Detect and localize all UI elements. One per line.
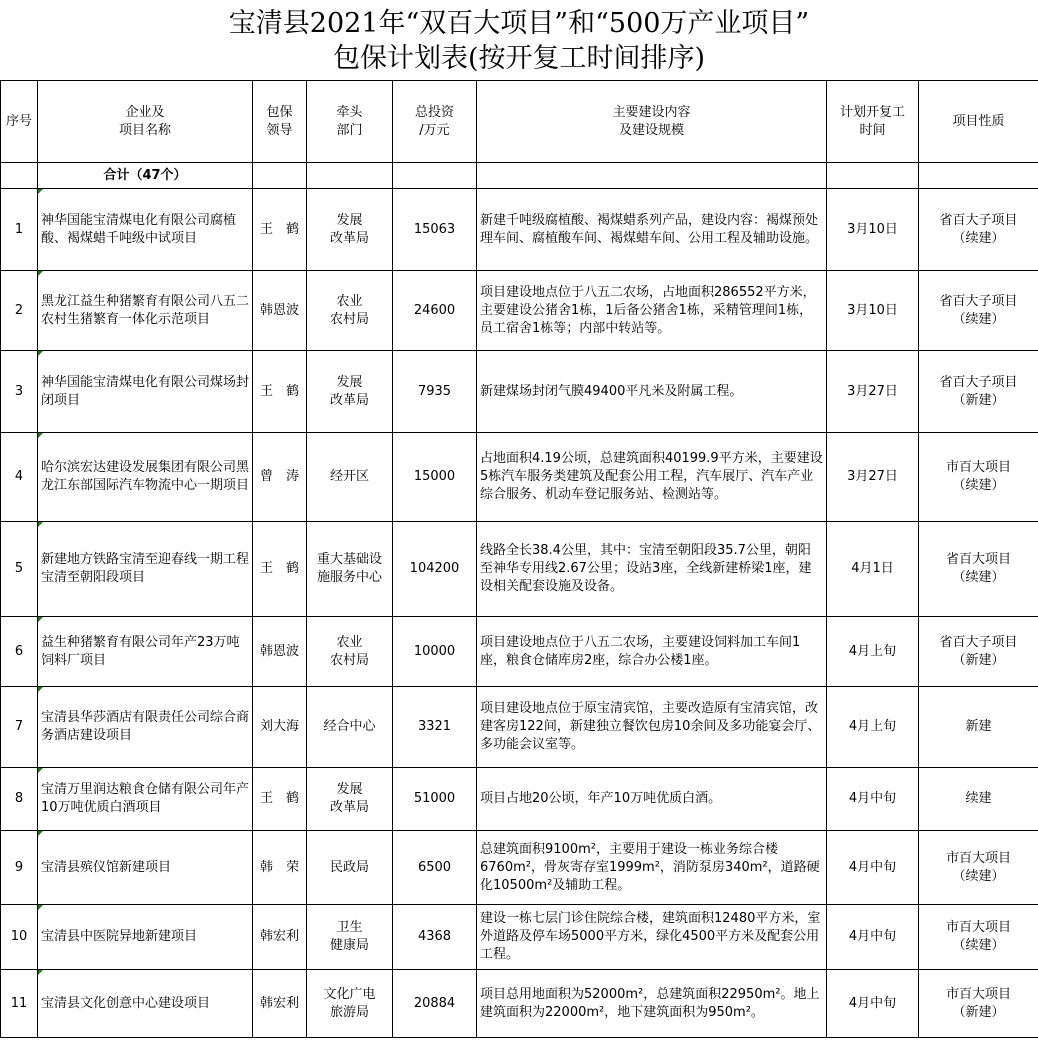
project-name-cell[interactable]: 宝清万里润达粮食仓储有限公司年产10万吨优质白酒项目 [38,768,253,831]
leader-cell[interactable]: 韩恩波 [253,271,307,351]
content-cell[interactable]: 项目建设地点位于八五二农场，占地面积286552平方米，主要建设公猪舍1栋，1后备公猪舍1栋，采精管理间1栋，员工宿舍1栋等；内部中转站等。 [477,271,827,351]
start-cell[interactable]: 3月10日 [827,189,919,271]
total-label-cell[interactable]: 合计（47个） [38,163,253,189]
table-row [1,831,1038,905]
dept-cell[interactable]: 发展 改革局 [307,351,393,433]
seq-cell[interactable]: 10 [1,905,38,970]
content-cell[interactable]: 新建煤场封闭气膜49400平凡米及附属工程。 [477,351,827,433]
header-row [1,81,1038,163]
table-row [1,970,1038,1038]
table-row [1,433,1038,522]
dept-cell[interactable]: 发展 改革局 [307,768,393,831]
start-cell[interactable]: 4月1日 [827,522,919,617]
table-row [1,617,1038,687]
dept-cell[interactable]: 重大基础设 施服务中心 [307,522,393,617]
start-cell[interactable]: 3月27日 [827,351,919,433]
project-name-cell[interactable]: 神华国能宝清煤电化有限公司煤场封闭项目 [38,351,253,433]
invest-cell[interactable]: 15063 [393,189,477,271]
content-cell[interactable]: 项目占地20公顷，年产10万吨优质白酒。 [477,768,827,831]
project-name-cell[interactable]: 宝清县中医院异地新建项目 [38,905,253,970]
dept-cell[interactable]: 文化广电 旅游局 [307,970,393,1038]
invest-cell[interactable]: 10000 [393,617,477,687]
total-dept-cell[interactable] [307,163,393,189]
seq-cell[interactable]: 8 [1,768,38,831]
dept-cell[interactable]: 农业 农村局 [307,271,393,351]
seq-cell[interactable]: 11 [1,970,38,1038]
nature-cell[interactable]: 省百大子项目 （续建） [919,271,1038,351]
project-name-cell[interactable]: 宝清县殡仪馆新建项目 [38,831,253,905]
total-leader-cell[interactable] [253,163,307,189]
seq-cell[interactable]: 2 [1,271,38,351]
start-cell[interactable]: 3月27日 [827,433,919,522]
invest-cell[interactable]: 24600 [393,271,477,351]
invest-cell[interactable]: 7935 [393,351,477,433]
project-table [0,80,1038,1038]
table-row [1,351,1038,433]
start-cell[interactable]: 4月上旬 [827,687,919,768]
project-name-cell[interactable]: 宝清县文化创意中心建设项目 [38,970,253,1038]
header-dept[interactable]: 牵头 部门 [307,81,393,163]
leader-cell[interactable]: 韩 荣 [253,831,307,905]
leader-cell[interactable]: 王 鹤 [253,189,307,271]
project-name-cell[interactable]: 黑龙江益生种猪繁育有限公司八五二农村生猪繁育一体化示范项目 [38,271,253,351]
nature-cell[interactable]: 省百大子项目 （新建） [919,617,1038,687]
start-cell[interactable]: 4月中旬 [827,831,919,905]
invest-cell[interactable]: 6500 [393,831,477,905]
title-line-1: 宝清县2021年“双百大项目”和“500万产业项目” [228,8,810,39]
nature-cell[interactable]: 市百大项目 （续建） [919,433,1038,522]
dept-cell[interactable]: 发展 改革局 [307,189,393,271]
header-leader[interactable]: 包保 领导 [253,81,307,163]
nature-cell[interactable]: 省百大子项目 （新建） [919,351,1038,433]
project-name-cell[interactable]: 益生种猪繁育有限公司年产23万吨饲料厂项目 [38,617,253,687]
leader-cell[interactable]: 韩宏利 [253,970,307,1038]
leader-cell[interactable]: 刘大海 [253,687,307,768]
dept-cell[interactable]: 经开区 [307,433,393,522]
table-row [1,189,1038,271]
leader-cell[interactable]: 曾 涛 [253,433,307,522]
seq-cell[interactable]: 4 [1,433,38,522]
leader-cell[interactable]: 王 鹤 [253,522,307,617]
invest-cell[interactable]: 20884 [393,970,477,1038]
invest-cell[interactable]: 4368 [393,905,477,970]
leader-cell[interactable]: 王 鹤 [253,768,307,831]
seq-cell[interactable]: 9 [1,831,38,905]
header-start[interactable]: 计划开复工 时间 [827,81,919,163]
content-cell[interactable]: 线路全长38.4公里，其中：宝清至朝阳段35.7公里，朝阳至神华专用线2.67公里；设站3座，全线新建桥梁1座，建设相关配套设施及设备。 [477,522,827,617]
invest-cell[interactable]: 15000 [393,433,477,522]
project-name-cell[interactable]: 新建地方铁路宝清至迎春线一期工程宝清至朝阳段项目 [38,522,253,617]
header-nature[interactable]: 项目性质 [919,81,1038,163]
dept-cell[interactable]: 经合中心 [307,687,393,768]
content-cell[interactable]: 建设一栋七层门诊住院综合楼，建筑面积12480平方米，室外道路及停车场5000平方米，绿化4500平方米及配套公用工程。 [477,905,827,970]
content-cell[interactable]: 总建筑面积9100m²，主要用于建设一栋业务综合楼6760m²，骨灰寄存室1999m²，消防泵房340m²，道路硬化10500m²及辅助工程。 [477,831,827,905]
dept-cell[interactable]: 农业 农村局 [307,617,393,687]
nature-cell[interactable]: 新建 [919,687,1038,768]
content-cell[interactable]: 新建千吨级腐植酸、褐煤蜡系列产品，建设内容：褐煤预处理车间、腐植酸车间、褐煤蜡车间、公用工程及辅助设施。 [477,189,827,271]
seq-cell[interactable]: 7 [1,687,38,768]
project-name-cell[interactable]: 哈尔滨宏达建设发展集团有限公司黑龙江东部国际汽车物流中心一期项目 [38,433,253,522]
total-nature-cell[interactable] [919,163,1038,189]
project-name-cell[interactable]: 宝清县华莎酒店有限责任公司综合商务酒店建设项目 [38,687,253,768]
start-cell[interactable]: 4月中旬 [827,905,919,970]
total-seq-cell[interactable] [1,163,38,189]
header-enterprise[interactable]: 企业及 项目名称 [38,81,253,163]
total-invest-cell[interactable] [393,163,477,189]
table-row [1,271,1038,351]
start-cell[interactable]: 4月上旬 [827,617,919,687]
start-cell[interactable]: 4月中旬 [827,768,919,831]
invest-cell[interactable]: 3321 [393,687,477,768]
seq-cell[interactable]: 3 [1,351,38,433]
nature-cell[interactable]: 续建 [919,768,1038,831]
invest-cell[interactable]: 51000 [393,768,477,831]
header-seq[interactable]: 序号 [1,81,38,163]
total-row [1,163,1038,189]
invest-cell[interactable]: 104200 [393,522,477,617]
nature-cell[interactable]: 市百大项目 （新建） [919,970,1038,1038]
seq-cell[interactable]: 5 [1,522,38,617]
project-name-cell[interactable]: 神华国能宝清煤电化有限公司腐植酸、褐煤蜡千吨级中试项目 [38,189,253,271]
content-cell[interactable]: 项目总用地面积为52000m²，总建筑面积22950m²。地上建筑面积为22000m²，地下建筑面积为950m²。 [477,970,827,1038]
total-start-cell[interactable] [827,163,919,189]
start-cell[interactable]: 3月10日 [827,271,919,351]
leader-cell[interactable]: 韩宏利 [253,905,307,970]
content-cell[interactable]: 项目建设地点位于原宝清宾馆，主要改造原有宝清宾馆，改建客房122间，新建独立餐饮包房10余间及多功能宴会厅、多功能会议室等。 [477,687,827,768]
start-cell[interactable]: 4月中旬 [827,970,919,1038]
header-content[interactable]: 主要建设内容 及建设规模 [477,81,827,163]
sheet-title [0,0,1038,80]
title-line-2: 包保计划表(按开复工时间排序) [332,43,706,74]
table-row [1,687,1038,768]
seq-cell[interactable]: 6 [1,617,38,687]
dept-cell[interactable]: 民政局 [307,831,393,905]
leader-cell[interactable]: 王 鹤 [253,351,307,433]
header-invest[interactable]: 总投资 /万元 [393,81,477,163]
table-row [1,905,1038,970]
nature-cell[interactable]: 省百大子项目 （续建） [919,189,1038,271]
leader-cell[interactable]: 韩恩波 [253,617,307,687]
table-row [1,768,1038,831]
content-cell[interactable]: 占地面积4.19公顷，总建筑面积40199.9平方米，主要建设5栋汽车服务类建筑及配套公用工程，汽车展厅、汽车产业综合服务、机动车登记服务站、检测站等。 [477,433,827,522]
nature-cell[interactable]: 市百大项目 （续建） [919,831,1038,905]
total-content-cell[interactable] [477,163,827,189]
seq-cell[interactable]: 1 [1,189,38,271]
nature-cell[interactable]: 市百大项目 （续建） [919,905,1038,970]
table-row [1,522,1038,617]
dept-cell[interactable]: 卫生 健康局 [307,905,393,970]
nature-cell[interactable]: 省百大项目 （续建） [919,522,1038,617]
content-cell[interactable]: 项目建设地点位于八五二农场，主要建设饲料加工车间1座，粮食仓储库房2座，综合办公楼1座。 [477,617,827,687]
